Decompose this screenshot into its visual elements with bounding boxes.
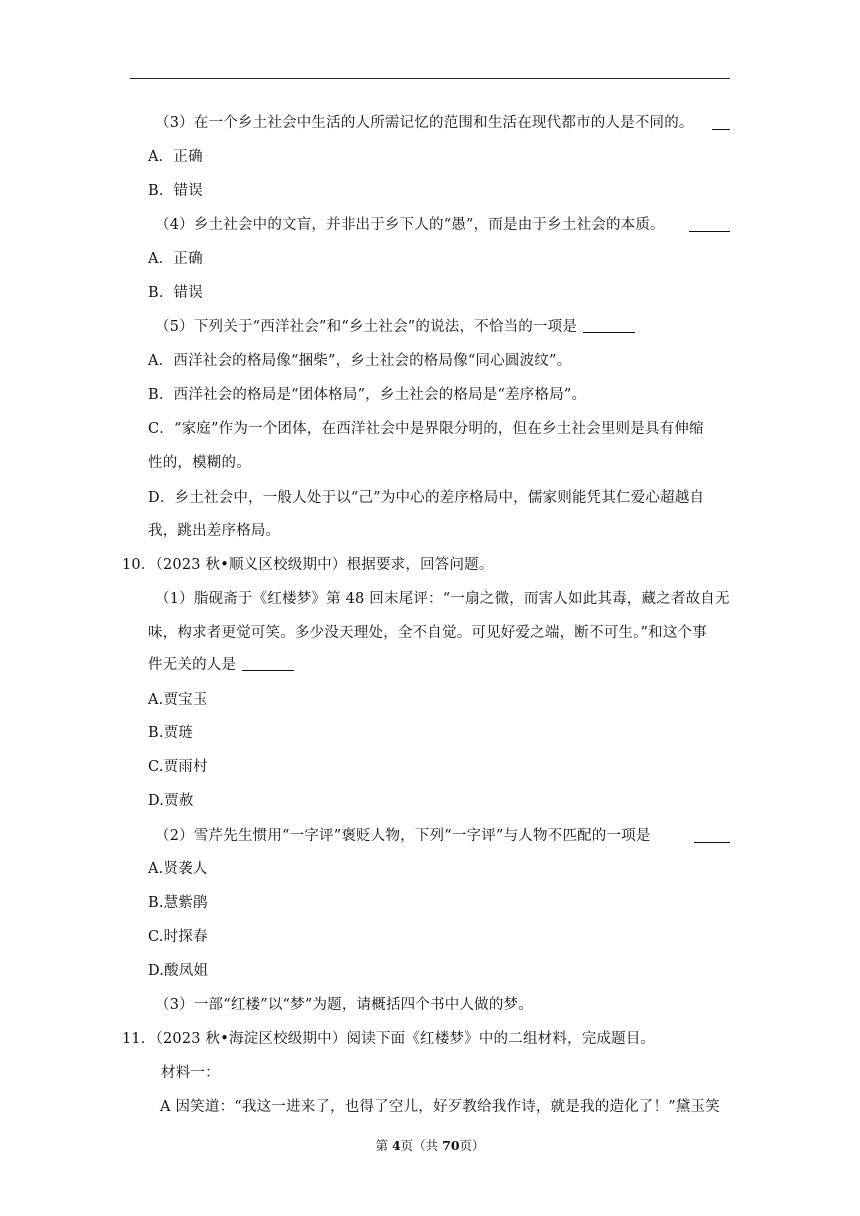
text-line	[148, 927, 208, 947]
text-line	[148, 488, 704, 508]
answer-blank	[242, 656, 294, 671]
line-text: （3）一部“红楼”以“梦”为题，请概括四个书中人做的梦。	[155, 997, 533, 1013]
line-text: （3）在一个乡土社会中生活的人所需记忆的范围和生活在现代都市的人是不同的。	[155, 115, 694, 131]
text-line	[160, 1097, 720, 1117]
line-text: B.贾琏	[148, 725, 194, 741]
text-line	[148, 181, 203, 201]
line-text: B.慧紫鹃	[148, 895, 208, 911]
text-line	[148, 859, 208, 879]
text-line	[148, 283, 203, 303]
line-text: 性的，模糊的。	[148, 455, 251, 471]
line-text: （1）脂砚斋于《红楼梦》第 48 回末尾评：“一扇之微，而害人如此其毒，藏之者故自无	[155, 591, 730, 607]
line-text: 10．（2023 秋•顺义区校级期中）根据要求，回答问题。	[122, 557, 494, 573]
line-text: 我，跳出差序格局。	[148, 523, 281, 539]
text-line	[148, 147, 203, 167]
answer-blank	[712, 129, 730, 130]
text-line	[148, 655, 294, 675]
text-line	[155, 826, 651, 846]
header-rule	[130, 78, 730, 79]
text-line	[155, 589, 730, 609]
line-text: B．错误	[148, 285, 203, 301]
line-text: C.时探春	[148, 929, 208, 945]
text-line	[122, 1029, 655, 1049]
line-text: 件无关的人是	[148, 657, 237, 673]
footer-total-pages: 70	[442, 1138, 460, 1153]
text-line	[155, 113, 694, 133]
line-text: D.酸凤姐	[148, 963, 209, 979]
text-line	[148, 385, 586, 405]
text-line	[122, 555, 494, 575]
answer-blank	[689, 231, 730, 232]
line-text: A．西洋社会的格局像“捆柴”，乡土社会的格局像“同心圆波纹”。	[148, 353, 572, 369]
text-line	[148, 757, 208, 777]
line-text: A 因笑道：“我这一进来了，也得了空儿，好歹教给我作诗，就是我的造化了！”黛玉笑	[160, 1099, 720, 1115]
line-text: D.贾赦	[148, 793, 194, 809]
text-line	[155, 317, 635, 337]
text-line	[148, 453, 251, 473]
text-line	[148, 521, 280, 541]
text-line	[155, 215, 665, 235]
footer-suffix: 页）	[459, 1138, 485, 1153]
text-line	[148, 419, 704, 439]
line-text: 味，构求者更觉可笑。多少没天理处，全不自觉。可见好爱之端，断不可生。”和这个事	[148, 625, 707, 641]
text-line	[155, 995, 533, 1015]
text-line	[148, 351, 571, 371]
text-line	[148, 249, 203, 269]
line-text: 材料一：	[161, 1065, 220, 1081]
line-text: A．正确	[148, 149, 203, 165]
line-text: （4）乡土社会中的文盲，并非出于乡下人的“愚”，而是由于乡土社会的本质。	[155, 217, 665, 233]
text-line	[161, 1063, 220, 1083]
footer-prefix: 第	[375, 1138, 392, 1153]
page-footer	[0, 1138, 860, 1154]
line-text: D．乡土社会中，一般人处于以“己”为中心的差序格局中，儒家则能凭其仁爱心超越自	[148, 490, 705, 506]
line-text: A．正确	[148, 251, 203, 267]
line-text: 11．（2023 秋•海淀区校级期中）阅读下面《红楼梦》中的二组材料，完成题目。	[122, 1031, 656, 1047]
answer-blank	[583, 318, 635, 333]
text-line	[148, 623, 707, 643]
line-text: B．西洋社会的格局是“团体格局”，乡土社会的格局是“差序格局”。	[148, 387, 587, 403]
line-text: A.贤袭人	[148, 861, 208, 877]
line-text: A.贾宝玉	[148, 692, 208, 708]
answer-blank	[694, 842, 730, 843]
line-text: C．“家庭”作为一个团体，在西洋社会中是界限分明的，但在乡土社会里则是具有伸缩	[148, 421, 704, 437]
text-line	[148, 690, 208, 710]
text-line	[148, 893, 208, 913]
text-line	[148, 961, 208, 981]
footer-page-number: 4	[391, 1138, 401, 1153]
line-text: （5）下列关于“西洋社会”和“乡土社会”的说法，不恰当的一项是	[155, 319, 578, 335]
text-line	[148, 723, 193, 743]
line-text: B．错误	[148, 183, 203, 199]
line-text: （2）雪芹先生惯用“一字评”褒贬人物，下列“一字评”与人物不匹配的一项是	[155, 828, 651, 844]
footer-middle: 页（共	[400, 1138, 443, 1153]
line-text: C.贾雨村	[148, 759, 208, 775]
text-line	[148, 791, 194, 811]
